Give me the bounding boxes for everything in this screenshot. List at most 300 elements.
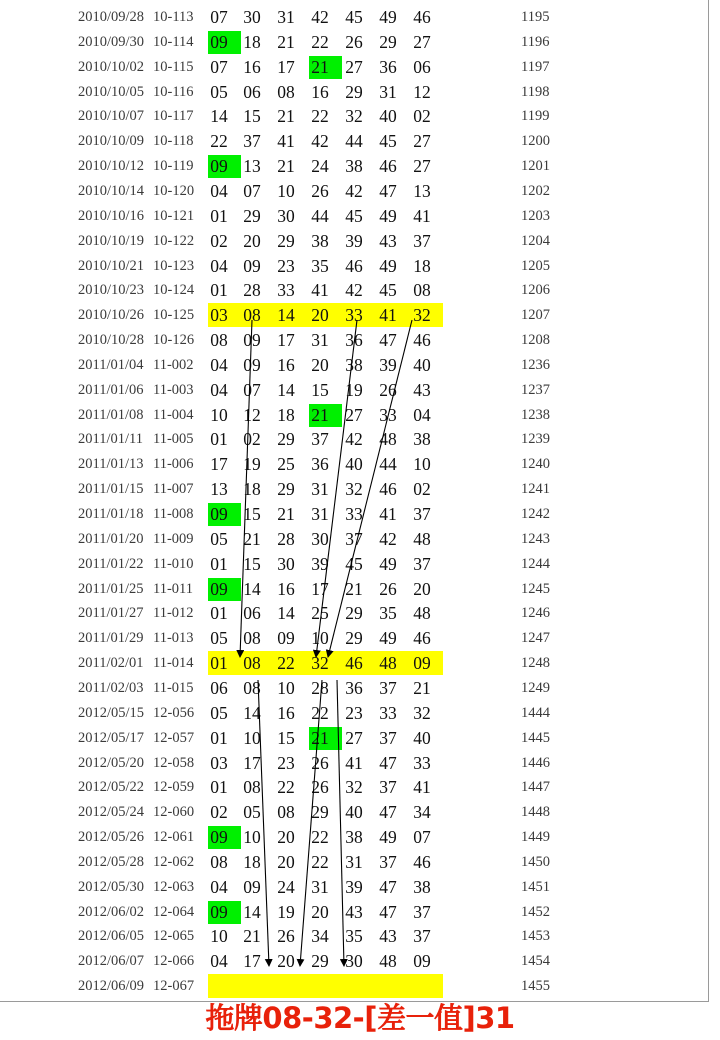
draw-code: 10-117 — [153, 108, 194, 125]
drawn-number: 27 — [345, 56, 363, 77]
drawn-number: 12 — [413, 81, 431, 102]
drawn-number: 38 — [345, 354, 363, 375]
draw-code: 10-120 — [153, 182, 195, 199]
draw-code: 11-004 — [153, 406, 194, 423]
drawn-number: 09 — [210, 901, 228, 922]
draw-date: 2011/01/11 — [78, 431, 143, 448]
drawn-number: 41 — [345, 752, 363, 773]
drawn-number: 42 — [345, 280, 363, 301]
table-row — [0, 825, 709, 850]
table-row — [0, 353, 709, 378]
table-row — [0, 800, 709, 825]
draw-date: 2010/10/14 — [78, 182, 145, 199]
drawn-number: 10 — [243, 827, 261, 848]
drawn-number: 46 — [413, 851, 431, 872]
draw-index: 1444 — [521, 704, 550, 721]
drawn-number: 43 — [379, 230, 397, 251]
draw-code: 10-122 — [153, 232, 195, 249]
table-row — [0, 601, 709, 626]
draw-code: 10-124 — [153, 282, 195, 299]
drawn-number: 01 — [210, 205, 228, 226]
drawn-number: 28 — [277, 528, 295, 549]
drawn-number: 21 — [277, 504, 295, 524]
yellow-highlight — [208, 974, 443, 998]
draw-date: 2011/01/15 — [78, 481, 144, 498]
drawn-number: 46 — [345, 653, 363, 674]
draw-index: 1208 — [521, 332, 550, 349]
drawn-number: 38 — [345, 827, 363, 848]
drawn-number: 18 — [243, 851, 261, 872]
drawn-number: 05 — [210, 628, 228, 649]
drawn-number: 45 — [345, 205, 363, 226]
drawn-number: 27 — [413, 156, 431, 177]
drawn-number: 37 — [413, 504, 431, 524]
draw-index: 1196 — [521, 33, 550, 50]
drawn-number: 46 — [413, 7, 431, 27]
drawn-number: 22 — [311, 702, 329, 723]
drawn-number: 06 — [243, 603, 261, 624]
drawn-number: 35 — [379, 603, 397, 624]
drawn-number: 32 — [311, 653, 329, 674]
drawn-number: 45 — [379, 131, 397, 152]
draw-code: 11-012 — [153, 605, 194, 622]
drawn-number: 21 — [345, 578, 363, 599]
table-row — [0, 303, 709, 328]
drawn-number: 21 — [277, 31, 295, 52]
drawn-number: 22 — [311, 851, 329, 872]
drawn-number: 10 — [413, 454, 431, 475]
table-row — [0, 477, 709, 502]
drawn-number: 38 — [345, 156, 363, 177]
drawn-number: 21 — [311, 56, 329, 77]
draw-date: 2011/02/03 — [78, 679, 144, 696]
table-row — [0, 403, 709, 428]
drawn-number: 05 — [210, 81, 228, 102]
draw-date: 2011/01/27 — [78, 605, 144, 622]
drawn-number: 08 — [210, 330, 228, 351]
drawn-number: 02 — [413, 106, 431, 127]
draw-index: 1246 — [521, 605, 550, 622]
drawn-number: 04 — [210, 354, 228, 375]
drawn-number: 08 — [243, 777, 261, 798]
drawn-number: 26 — [277, 926, 295, 947]
drawn-number: 29 — [277, 429, 295, 450]
draw-index: 1455 — [521, 978, 550, 995]
table-row — [0, 850, 709, 875]
draw-date: 2010/10/05 — [78, 83, 145, 100]
drawn-number: 03 — [210, 752, 228, 773]
drawn-number: 14 — [277, 379, 295, 400]
drawn-number: 42 — [345, 429, 363, 450]
drawn-number: 14 — [277, 305, 295, 326]
draw-code: 12-057 — [153, 729, 195, 746]
drawn-number: 08 — [243, 305, 261, 326]
table-row — [0, 676, 709, 701]
draw-index: 1244 — [521, 555, 550, 572]
drawn-number: 48 — [379, 429, 397, 450]
drawn-number: 46 — [345, 255, 363, 276]
drawn-number: 21 — [277, 106, 295, 127]
drawn-number: 17 — [277, 56, 295, 77]
draw-code: 12-066 — [153, 953, 195, 970]
draw-date: 2010/10/07 — [78, 108, 145, 125]
drawn-number: 14 — [210, 106, 228, 127]
drawn-number: 34 — [413, 802, 431, 823]
drawn-number: 09 — [243, 330, 261, 351]
drawn-number: 44 — [379, 454, 397, 475]
drawn-number: 10 — [311, 628, 329, 649]
table-row — [0, 254, 709, 279]
drawn-number: 19 — [243, 454, 261, 475]
drawn-number: 15 — [243, 504, 261, 524]
draw-index: 1454 — [521, 953, 550, 970]
table-row — [0, 651, 709, 676]
drawn-number: 02 — [210, 802, 228, 823]
drawn-number: 42 — [311, 131, 329, 152]
drawn-number: 09 — [243, 255, 261, 276]
draw-date: 2012/05/22 — [78, 779, 145, 796]
draw-date: 2012/06/09 — [78, 978, 145, 995]
table-row — [0, 5, 709, 30]
draw-date: 2012/05/20 — [78, 754, 145, 771]
table-row — [0, 552, 709, 577]
drawn-number: 45 — [345, 7, 363, 27]
drawn-number: 41 — [311, 280, 329, 301]
table-row — [0, 204, 709, 229]
draw-index: 1207 — [521, 307, 550, 324]
drawn-number: 21 — [311, 727, 329, 748]
drawn-number: 47 — [379, 901, 397, 922]
drawn-number: 17 — [210, 454, 228, 475]
draw-date: 2011/01/25 — [78, 580, 144, 597]
drawn-number: 34 — [311, 926, 329, 947]
drawn-number: 16 — [311, 81, 329, 102]
table-row — [0, 701, 709, 726]
drawn-number: 07 — [210, 7, 228, 27]
drawn-number: 22 — [311, 106, 329, 127]
draw-index: 1247 — [521, 630, 550, 647]
drawn-number: 25 — [277, 454, 295, 475]
drawn-number: 31 — [311, 330, 329, 351]
drawn-number: 39 — [345, 230, 363, 251]
table-row — [0, 154, 709, 179]
draw-date: 2012/05/30 — [78, 878, 145, 895]
draw-date: 2011/02/01 — [78, 655, 144, 672]
drawn-number: 29 — [345, 628, 363, 649]
drawn-number: 03 — [210, 305, 228, 326]
drawn-number: 26 — [379, 578, 397, 599]
drawn-number: 33 — [345, 305, 363, 326]
draw-code: 11-013 — [153, 630, 194, 647]
draw-index: 1445 — [521, 729, 550, 746]
drawn-number: 37 — [379, 777, 397, 798]
draw-date: 2011/01/22 — [78, 555, 144, 572]
drawn-number: 01 — [210, 280, 228, 301]
drawn-number: 43 — [413, 379, 431, 400]
drawn-number: 18 — [243, 479, 261, 500]
drawn-number: 36 — [311, 454, 329, 475]
drawn-number: 42 — [311, 7, 329, 27]
drawn-number: 21 — [243, 926, 261, 947]
drawn-number: 08 — [277, 81, 295, 102]
drawn-number: 25 — [311, 603, 329, 624]
draw-date: 2010/10/12 — [78, 158, 145, 175]
table-row — [0, 278, 709, 303]
draw-code: 11-006 — [153, 456, 194, 473]
drawn-number: 12 — [243, 404, 261, 425]
drawn-number: 22 — [277, 653, 295, 674]
drawn-number: 47 — [379, 180, 397, 201]
drawn-number: 42 — [379, 528, 397, 549]
drawn-number: 06 — [413, 56, 431, 77]
drawn-number: 32 — [345, 479, 363, 500]
draw-index: 1450 — [521, 853, 550, 870]
draw-date: 2010/09/28 — [78, 9, 145, 25]
table-row — [0, 875, 709, 900]
drawn-number: 09 — [210, 156, 228, 177]
drawn-number: 49 — [379, 255, 397, 276]
drawn-number: 40 — [345, 802, 363, 823]
drawn-number: 09 — [210, 578, 228, 599]
draw-date: 2010/10/26 — [78, 307, 145, 324]
drawn-number: 33 — [379, 702, 397, 723]
drawn-number: 42 — [345, 180, 363, 201]
draw-code: 10-114 — [153, 33, 194, 50]
draw-index: 1236 — [521, 356, 550, 373]
drawn-number: 37 — [413, 230, 431, 251]
drawn-number: 46 — [379, 479, 397, 500]
table-row — [0, 427, 709, 452]
drawn-number: 17 — [243, 951, 261, 972]
drawn-number: 08 — [277, 802, 295, 823]
drawn-number: 29 — [277, 479, 295, 500]
draw-date: 2012/05/28 — [78, 853, 145, 870]
draw-index: 1446 — [521, 754, 550, 771]
draw-date: 2010/10/09 — [78, 133, 145, 150]
draw-index: 1447 — [521, 779, 550, 796]
drawn-number: 22 — [210, 131, 228, 152]
draw-code: 12-064 — [153, 903, 195, 920]
drawn-number: 37 — [379, 851, 397, 872]
table-row — [0, 502, 709, 527]
drawn-number: 32 — [413, 702, 431, 723]
drawn-number: 30 — [277, 553, 295, 574]
draw-code: 11-008 — [153, 506, 194, 522]
draw-index: 1241 — [521, 481, 550, 498]
drawn-number: 06 — [210, 677, 228, 698]
drawn-number: 21 — [277, 156, 295, 177]
table-row — [0, 30, 709, 55]
drawn-number: 10 — [243, 727, 261, 748]
drawn-number: 09 — [210, 31, 228, 52]
drawn-number: 26 — [311, 777, 329, 798]
drawn-number: 19 — [345, 379, 363, 400]
drawn-number: 07 — [210, 56, 228, 77]
drawn-number: 01 — [210, 727, 228, 748]
drawn-number: 26 — [311, 180, 329, 201]
drawn-number: 47 — [379, 752, 397, 773]
draw-index: 1453 — [521, 928, 550, 945]
drawn-number: 19 — [277, 901, 295, 922]
drawn-number: 17 — [277, 330, 295, 351]
drawn-number: 08 — [413, 280, 431, 301]
drawn-number: 27 — [413, 31, 431, 52]
drawn-number: 36 — [345, 330, 363, 351]
draw-date: 2011/01/29 — [78, 630, 144, 647]
drawn-number: 38 — [311, 230, 329, 251]
draw-index: 1239 — [521, 431, 550, 448]
drawn-number: 48 — [413, 603, 431, 624]
drawn-number: 10 — [210, 926, 228, 947]
drawn-number: 29 — [277, 230, 295, 251]
drawn-number: 04 — [210, 951, 228, 972]
drawn-number: 08 — [243, 677, 261, 698]
drawn-number: 04 — [210, 876, 228, 897]
draw-index: 1243 — [521, 530, 550, 547]
drawn-number: 16 — [277, 702, 295, 723]
draw-index: 1197 — [521, 58, 550, 75]
caption: 拖牌08-32-[差一值]31 — [205, 1001, 515, 1035]
draw-date: 2011/01/06 — [78, 381, 144, 398]
drawn-number: 26 — [379, 379, 397, 400]
draw-date: 2010/09/30 — [78, 33, 145, 50]
drawn-number: 24 — [277, 876, 295, 897]
table-row — [0, 900, 709, 925]
draw-code: 11-003 — [153, 381, 194, 398]
drawn-number: 29 — [379, 31, 397, 52]
draw-date: 2012/06/07 — [78, 953, 145, 970]
drawn-number: 37 — [413, 926, 431, 947]
drawn-number: 30 — [277, 205, 295, 226]
drawn-number: 08 — [243, 653, 261, 674]
drawn-number: 36 — [345, 677, 363, 698]
draw-date: 2010/10/16 — [78, 207, 145, 224]
draw-index: 1248 — [521, 655, 550, 672]
drawn-number: 38 — [413, 876, 431, 897]
draw-code: 11-010 — [153, 555, 194, 572]
drawn-number: 02 — [210, 230, 228, 251]
drawn-number: 37 — [379, 727, 397, 748]
draw-code: 12-056 — [153, 704, 195, 721]
drawn-number: 05 — [210, 702, 228, 723]
drawn-number: 20 — [413, 578, 431, 599]
drawn-number: 37 — [243, 131, 261, 152]
draw-date: 2011/01/20 — [78, 530, 144, 547]
drawn-number: 37 — [311, 429, 329, 450]
draw-code: 12-065 — [153, 928, 195, 945]
draw-code: 10-126 — [153, 332, 195, 349]
drawn-number: 37 — [413, 553, 431, 574]
drawn-number: 22 — [311, 827, 329, 848]
drawn-number: 20 — [311, 901, 329, 922]
drawn-number: 26 — [311, 752, 329, 773]
drawn-number: 27 — [345, 727, 363, 748]
drawn-number: 32 — [345, 106, 363, 127]
drawn-number: 39 — [311, 553, 329, 574]
table-row — [0, 328, 709, 353]
draw-index: 1206 — [521, 282, 550, 299]
drawn-number: 32 — [413, 305, 431, 326]
draw-index: 1245 — [521, 580, 550, 597]
drawn-number: 27 — [345, 404, 363, 425]
drawn-number: 33 — [379, 404, 397, 425]
draw-code: 11-005 — [153, 431, 194, 448]
draw-date: 2011/01/18 — [78, 506, 144, 522]
drawn-number: 38 — [413, 429, 431, 450]
drawn-number: 20 — [311, 354, 329, 375]
drawn-number: 24 — [311, 156, 329, 177]
drawn-number: 45 — [379, 280, 397, 301]
drawn-number: 09 — [243, 354, 261, 375]
drawn-number: 49 — [379, 827, 397, 848]
drawn-number: 33 — [413, 752, 431, 773]
drawn-number: 41 — [413, 205, 431, 226]
drawn-number: 27 — [413, 131, 431, 152]
draw-index: 1449 — [521, 829, 550, 846]
drawn-number: 07 — [413, 827, 431, 848]
draw-code: 11-007 — [153, 481, 194, 498]
draw-date: 2010/10/21 — [78, 257, 145, 274]
draw-index: 1240 — [521, 456, 550, 473]
draw-date: 2010/10/28 — [78, 332, 145, 349]
drawn-number: 36 — [379, 56, 397, 77]
drawn-number: 41 — [277, 131, 295, 152]
drawn-number: 15 — [243, 106, 261, 127]
drawn-number: 20 — [277, 827, 295, 848]
table-row — [0, 577, 709, 602]
draw-code: 10-121 — [153, 207, 195, 224]
draw-index: 1200 — [521, 133, 550, 150]
drawn-number: 37 — [345, 528, 363, 549]
drawn-number: 21 — [243, 528, 261, 549]
table-row — [0, 626, 709, 651]
drawn-number: 29 — [345, 81, 363, 102]
draw-code: 12-058 — [153, 754, 195, 771]
drawn-number: 43 — [345, 901, 363, 922]
table-row — [0, 104, 709, 129]
drawn-number: 31 — [311, 504, 329, 524]
drawn-number: 09 — [243, 876, 261, 897]
drawn-number: 46 — [379, 156, 397, 177]
table-row — [0, 129, 709, 154]
draw-date: 2011/01/13 — [78, 456, 144, 473]
table-row — [0, 80, 709, 105]
table-row — [0, 974, 709, 999]
drawn-number: 08 — [243, 628, 261, 649]
drawn-number: 14 — [243, 901, 261, 922]
drawn-number: 37 — [413, 901, 431, 922]
drawn-number: 49 — [379, 7, 397, 27]
drawn-number: 31 — [379, 81, 397, 102]
draw-date: 2010/10/23 — [78, 282, 145, 299]
drawn-number: 01 — [210, 777, 228, 798]
drawn-number: 21 — [413, 677, 431, 698]
drawn-number: 14 — [243, 578, 261, 599]
drawn-number: 15 — [311, 379, 329, 400]
drawn-number: 10 — [277, 677, 295, 698]
table-row — [0, 179, 709, 204]
drawn-number: 44 — [345, 131, 363, 152]
drawn-number: 31 — [311, 876, 329, 897]
drawn-number: 40 — [345, 454, 363, 475]
drawn-number: 29 — [311, 802, 329, 823]
drawn-number: 18 — [413, 255, 431, 276]
draw-date: 2010/10/19 — [78, 232, 145, 249]
draw-index: 1201 — [521, 158, 550, 175]
drawn-number: 46 — [413, 330, 431, 351]
draw-index: 1204 — [521, 232, 550, 249]
drawn-number: 47 — [379, 876, 397, 897]
